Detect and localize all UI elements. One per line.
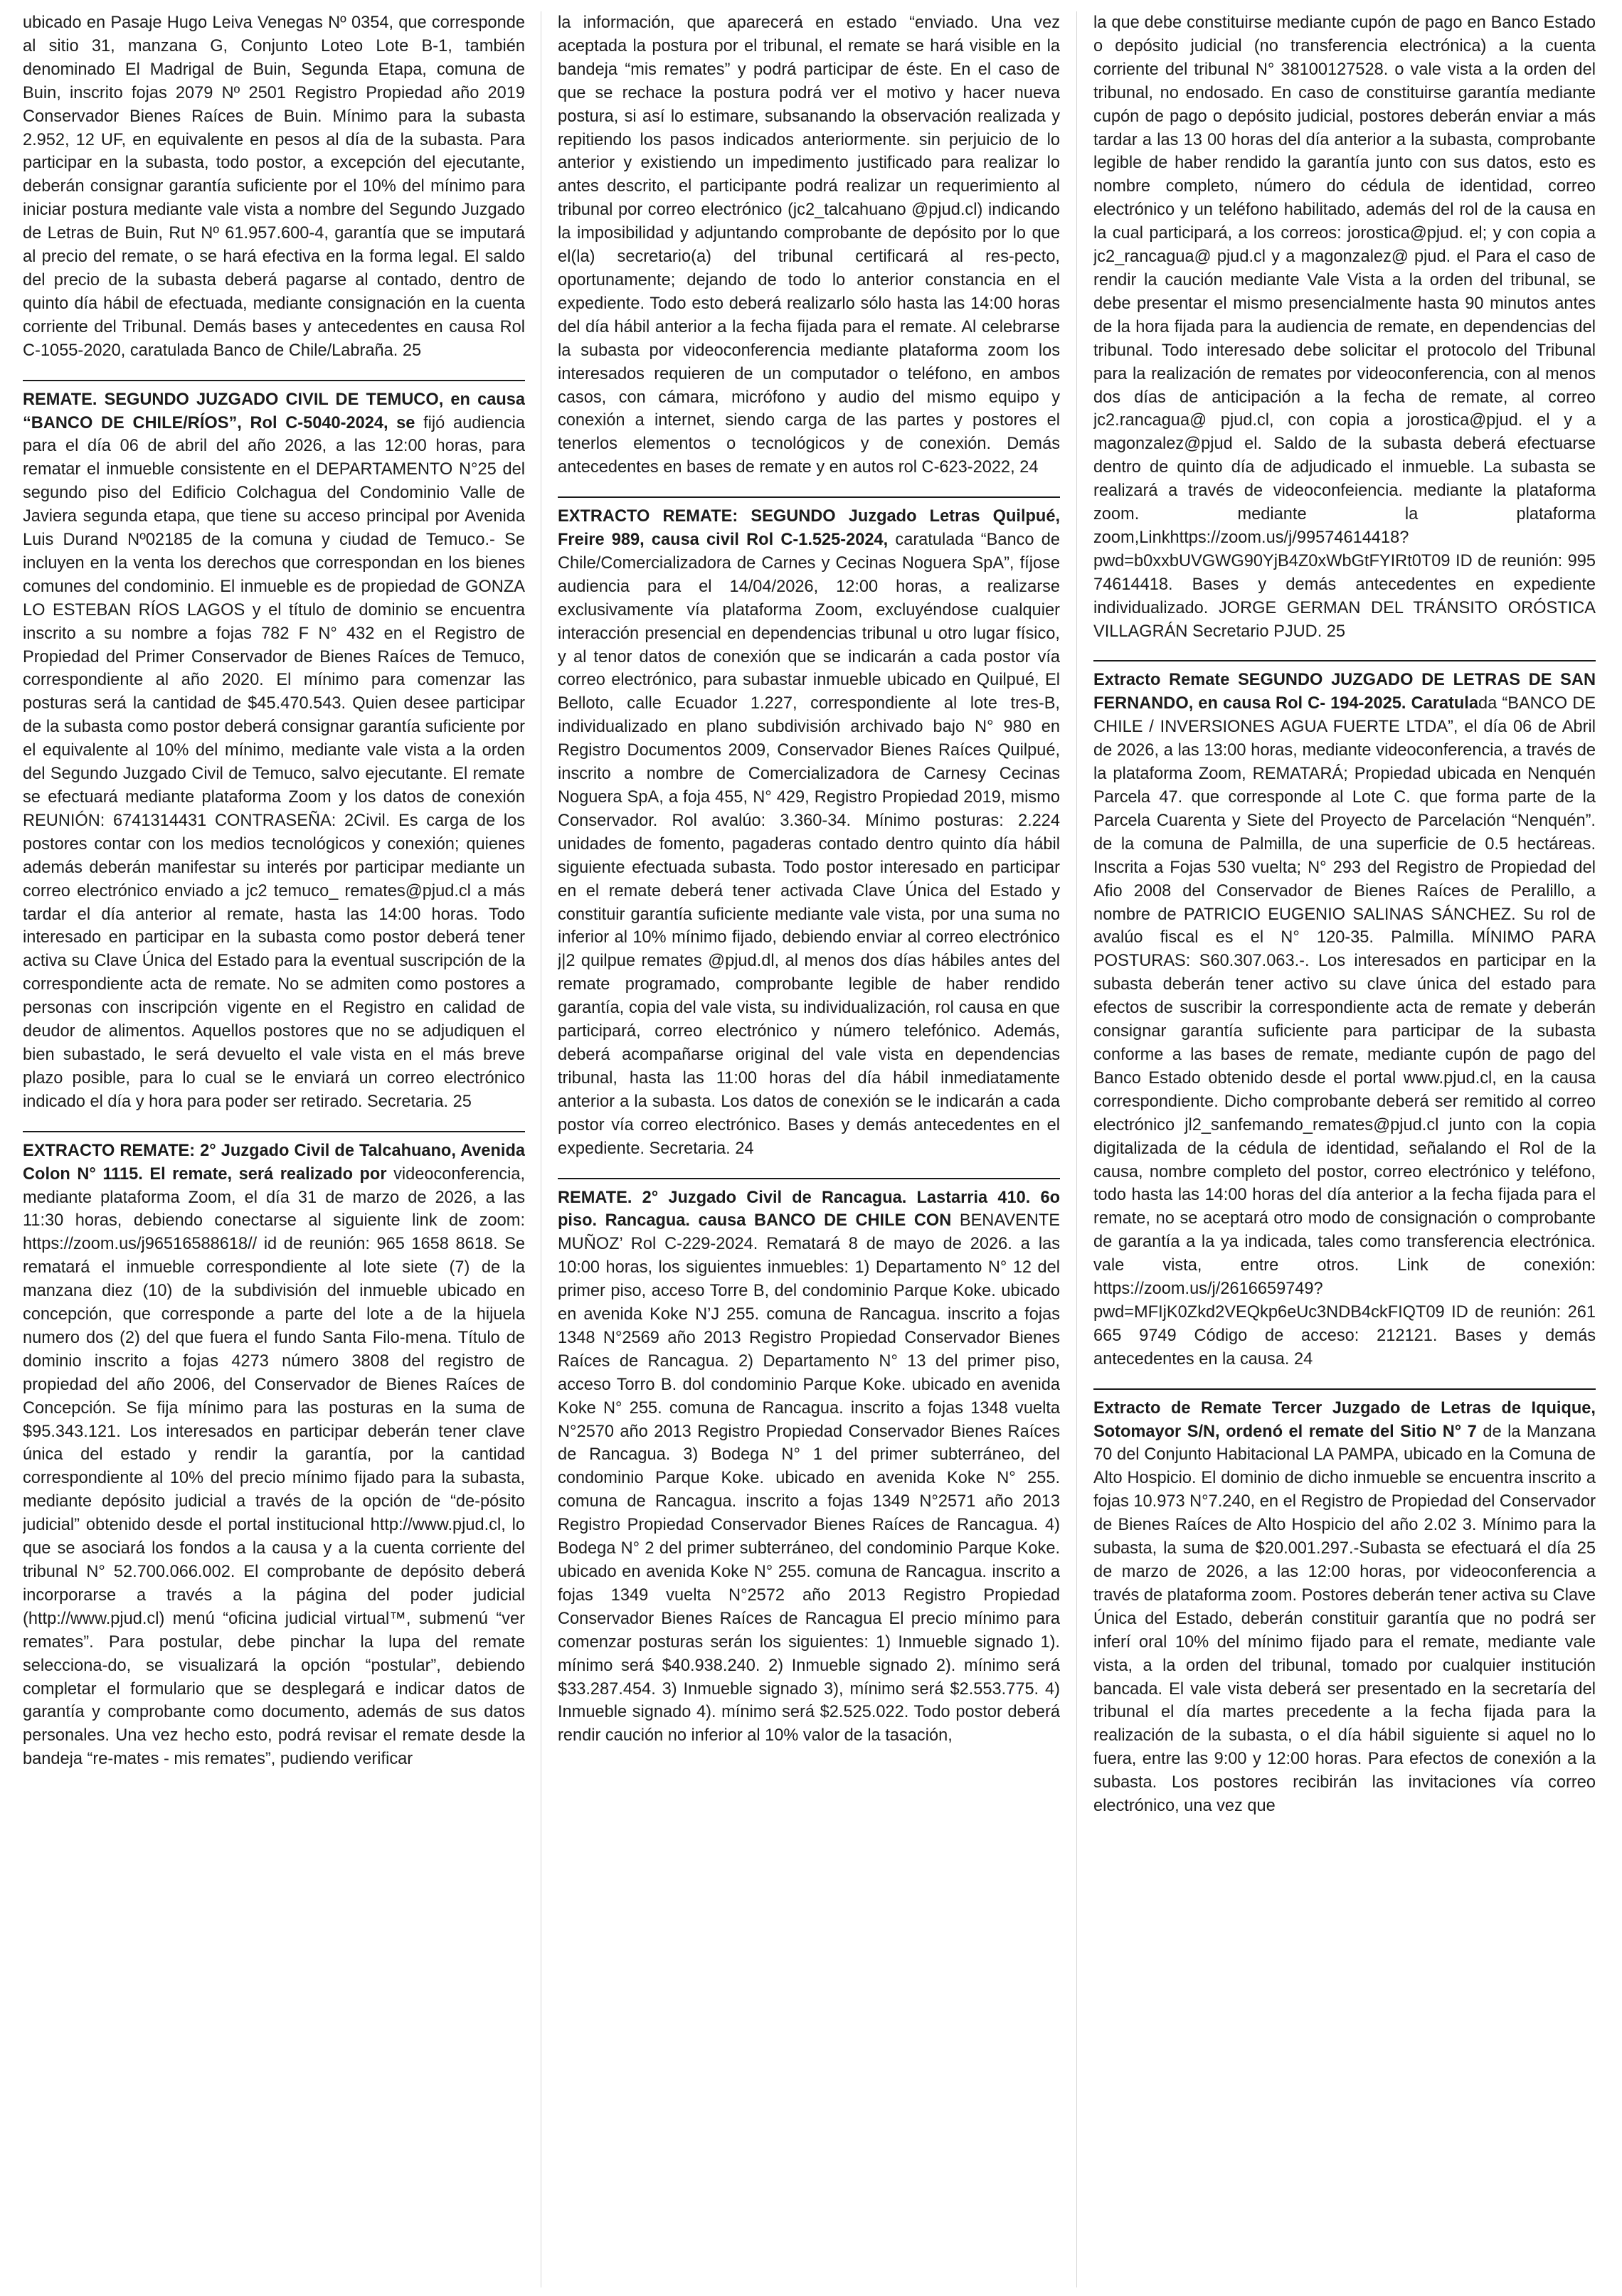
column-divider: [1076, 11, 1077, 2287]
notice-body: ubicado en Pasaje Hugo Leiva Venegas Nº 0354, que corresponde al sitio 31, manzana G, Conjunto Loteo Lote B-1, también denominado El Madrigal de Buin, Segunda Etapa, comuna de Buin, inscrito fojas 2079 Nº 2501 Registro Propiedad año 2019 Conservador Bienes Raíces de Buin. Mínimo para la subasta 2.952, 12 UF, en equivalente en pesos al día de la subasta. Para participar en la subasta, todo postor, a excepción del ejecutante, deberán consignar garantía suficiente por el 10% del mínimo para iniciar postura mediante vale vista a nombre del Segundo Juzgado de Letras de Buin, Rut Nº 61.957.600-4, garantía que se imputará al precio del remate, o se hará efectiva en la forma legal. El saldo del precio de la subasta deberá pagarse al contado, dentro de quinto día hábil de efectuada, mediante consignación en la cuenta corriente del Tribunal. Demás bases y antecedentes en causa Rol C-1055-2020, caratulada Banco de Chile/Labraña. 25: [23, 14, 525, 360]
notice-body: la información, que aparecerá en estado “enviado. Una vez aceptada la postura por el tribunal, el remate se hará visible en la bandeja “mis remates” y podrá participar de éste. En el caso de que se rechace la postura podrá ver el motivo y hacer nueva postura, si así lo estimare, subsanando la observación realizada y repitiendo los pasos indicados anteriormente. sin perjuicio de lo anterior y existiendo un impedimento justificado para realizar lo antes descrito, el participante podrá realizar un requerimiento al tribunal por correo electrónico (jc2_talcahuano @pjud.cl) indicando la imposibilidad y adjuntando comprobante de depósito por lo que el(la) secretario(a) del tribunal certificará al res-pecto, oportunamente; dejando de todo lo anterior constancia en el expediente. Todo esto deberá realizarlo sólo hasta las 14:00 horas del día hábil anterior a la fecha fijada para el remate. Al celebrarse la subasta por videoconferencia mediante plataforma zoom los interesados requieren de un computador o teléfono, en ambos casos, con cámara, micrófono y audio del mismo equipo y conexión a internet, siendo carga de las partes y postores el tenerlos elementos o tecnológicos y de conexión. Demás antecedentes en bases de remate y en autos rol C-623-2022, 24: [558, 14, 1060, 477]
notice-divider: [23, 380, 525, 381]
notice-temuco: [23, 388, 525, 1114]
notice-divider: [1093, 660, 1596, 661]
notice-talcahuano: [23, 1139, 525, 1771]
notice-talcahuano-continued: [558, 11, 1060, 479]
notice-rancagua: [558, 1186, 1060, 1748]
notice-body: da “BANCO DE CHILE / INVERSIONES AGUA FUERTE LTDA”, el día 06 de Abril de 2026, a las 13:00 horas, mediante videoconferencia, a través de la plataforma Zoom, REMATARÁ; Propiedad ubicada en Nenquén Parcela 47. que corresponde al Lote C. que forma parte de la Parcela Cuarenta y Siete del Proyecto de Parcelación “Nenquén”. de la comuna de Palmilla, de una superficie de 0.5 hectáreas. Inscrita a Fojas 530 vuelta; N° 293 del Registro de Propiedad del Afio 2008 del Conservador de Bienes Raíces de Peralillo, a nombre de PATRICIO EUGENIO SALINAS SÁNCHEZ. Su rol de avalúo fiscal es el N° 120-35. Palmilla. MÍNIMO PARA POSTURAS: S60.307.063.-. Los interesados en participar en la subasta deberán tener activo su clave única del estado para efectos de suscribir la correspondiente acta de remate y deberán consignar garantía suficiente para participar de la subasta conforme a las bases de remate, mediante cupón de pago del Banco Estado obtenido desde el portal www.pjud.cl, en la causa correspondiente. Dicho comprobante deberá ser remitido al correo electrónico jl2_sanfemando_remates@pjud.cl junto con la copia digitalizada de la cédula de identidad, señalando el Rol de la causa, nombre completo del postor, correo electrónico y teléfono, todo hasta las 14:00 horas del día anterior a la fecha fijada para el remate, no se aceptará otro modo de consignación o comprobante de garantía a la ya indicada, tales como transferencia electrónica. vale vista, entre otros. Link de conexión: https://zoom.us/j/2616659749?pwd=MFIjK0Zkd2VEQkp6eUc3NDB4ckFIQT09 ID de reunión: 261 665 9749 Código de acceso: 212121. Bases y demás antecedentes en la causa. 24: [1093, 694, 1596, 1368]
notice-divider: [1093, 1388, 1596, 1390]
notice-body: BENAVENTE MUÑOZ’ Rol C-229-2024. Rematará 8 de mayo de 2026. a las 10:00 horas, los siguientes inmuebles: 1) Departamento N° 12 del primer piso, acceso Torre B, del condominio Parque Koke. ubicado en avenida Koke N’J 255. comuna de Rancagua. inscrito a fojas 1348 N°2569 año 2013 Registro Propiedad Conservador Bienes Raíces de Rancagua. 2) Departamento N° 13 del primer piso, acceso Torro B. dol condominio Parque Koke. ubicado en avenida Koke N° 255. comuna de Rancagua. inscrito a fojas 1348 vuelta N°2570 año 2013 Registro Propiedad Conservador Bienes Raíces de Rancagua. 3) Bodega N° 1 del primer subterráneo, del condominio Parque Koke. ubicado en avenida Koke N° 255. comuna de Rancagua. inscrito a fojas 1349 N°2571 año 2013 Registro Propiedad Conservador Bienes Raíces de Rancagua. 4) Bodega N° 2 del primer subterráneo, del condominio Parque Koke. ubicado en avenida Koke N° 255. comuna de Rancagua. inscrito a fojas 1349 vuelta N°2572 año 2013 Registro Propiedad Conservador Bienes Raíces de Rancagua El precio mínimo para comenzar posturas serán los siguientes: 1) Inmueble signado 1). mínimo será $40.938.240. 2) Inmueble signado 2). mínimo será $33.287.454. 3) Inmueble signado 3), mínimo será $2.553.775. 4) Inmueble signado 4). mínimo será $2.525.022. Todo postor deberá rendir caución no inferior al 10% valor de la tasación,: [558, 1211, 1060, 1745]
notice-divider: [558, 496, 1060, 498]
notice-quilpue: [558, 505, 1060, 1160]
notice-heading: REMATE. SEGUNDO JUZGADO CIVIL DE TEMUCO, en causa “BANCO DE CHILE/RÍOS”, Rol C-5040-2024, se: [23, 390, 525, 432]
notice-rancagua-continued: [1093, 11, 1596, 643]
notice-divider: [23, 1131, 525, 1132]
notice-body: videoconferencia, mediante plataforma Zoom, el día 31 de marzo de 2026, a las 11:30 horas, debiendo conectarse al siguiente link de zoom: https://zoom.us/j96516588618// id de reunión: 965 1658 8618. Se rematará el inmueble correspondiente al lote siete (7) de la manzana diez (10) de la subdivisión del inmueble ubicado en concepción, que corresponde a parte del lote a de la hijuela numero dos (2) del que fuera el fundo Santa Filo-mena. Título de dominio inscrito a fojas 4273 número 3808 del registro de propiedad del año 2006, del Conservador de Bienes Raíces de Concepción. Se fija mínimo para las posturas en la suma de $95.343.121. Los interesados en participar deberán tener clave única del estado y rendir la garantía, por la cantidad correspondiente al 10% del precio mínimo fijado para la subasta, mediante depósito judicial a través de la opción de “de-pósito judicial” obtenido desde el portal institucional http://www.pjud.cl, lo que se asociará los fondos a la causa y a la cuenta corriente del tribunal N° 52.700.066.002. El comprobante de depósito deberá incorporarse a través a la página del poder judicial (http://www.pjud.cl) menú “oficina judicial virtual™, submenú “ver remates”. Para postular, debe pinchar la lupa del remate selecciona-do, se visualizará la opción “postular”, debiendo completar el formulario que se desplegará e indicar datos de garantía y comprobante como documento, además de sus datos personales. Una vez hecho esto, podrá revisar el remate desde la bandeja “re-mates - mis remates”, pudiendo verificar: [23, 1164, 525, 1769]
notice-divider: [558, 1178, 1060, 1179]
notice-heading: EXTRACTO REMATE: 2° Juzgado Civil de Talcahuano, Avenida Colon N° 1115. El remate, será realizado por: [23, 1141, 525, 1184]
classified-notices-page: [23, 11, 1598, 2287]
notice-body: la que debe constituirse mediante cupón de pago en Banco Estado o depósito judicial (no transferencia electrónica) a la cuenta corriente del tribunal N° 38100127528. o vale vista a la orden del tribunal, no endosado. En caso de constituirse garantía mediante cupón de pago o depósito judicial, postores deberán enviar a más tardar a las 13 00 horas del día anterior a la subasta, comprobante legible de haber rendido la garantía junto con sus datos, esto es nombre completo, número do cédula de identidad, correo electrónico y un teléfono habilitado, además del rol de la causa en la cual participará, a los correos: jorostica@pjud. el; y con copia a jc2_rancagua@ pjud.cl y a magonzalez@ pjud. el Para el caso de rendir la caución mediante Vale Vista a la orden del tribunal, se debe presentar el mismo presencialmente hasta 90 minutos antes de la hora fijada para la audiencia de remate, en dependencias del tribunal. Todo interesado debe solicitar el protocolo del Tribunal para la realización de remates por videoconferencia, con al menos dos días de anticipación a la fecha de remate, al correo jc2.rancagua@ pjud.cl, con copia a jorostica@pjud. el y a magonzalez@pjud el. Saldo de la subasta deberá efectuarse dentro de quinto día de adjudicado el inmueble. La subasta se realizará a través de videoconfeiencia. mediante la plataforma zoom. mediante la plataforma zoom,Linkhttps://zoom.us/j/99574614418?pwd=b0xxbUVGWG90YjB4Z0xWbGtFYIRt0T09 ID de reunión: 995 74614418. Bases y demás antecedentes en expediente individualizado. JORGE GERMAN DEL TRÁNSITO ORÓSTICA VILLAGRÁN Secretario PJUD. 25: [1093, 14, 1596, 641]
column-3: [1093, 11, 1596, 2287]
notice-heading: REMATE. 2° Juzgado Civil de Rancagua. Lastarria 410. 6o piso. Rancagua. causa BANCO DE CHILE CON: [558, 1188, 1060, 1231]
notice-heading: EXTRACTO REMATE: SEGUNDO Juzgado Letras Quilpué, Freire 989, causa civil Rol C-1.525-2024,: [558, 507, 1060, 550]
notice-iquique: [1093, 1397, 1596, 1818]
notice-heading: Extracto Remate SEGUNDO JUZGADO DE LETRAS DE SAN FERNANDO, en causa Rol C- 194-2025. Caratula: [1093, 671, 1596, 713]
notice-san-fernando: [1093, 669, 1596, 1371]
notice-body: fijó audiencia para el día 06 de abril del año 2026, a las 12:00 horas, para rematar el inmueble consistente en el DEPARTAMENTO N°25 del segundo piso del Edificio Colchagua del Condominio Valle de Javiera segunda etapa, que tiene su acceso principal por Avenida Luis Durand Nº02185 de la comuna y ciudad de Temuco.- Se incluyen en la venta los derechos que correspondan en los bienes comunes del condominio. El inmueble es de propiedad de GONZA LO ESTEBAN RÍOS LAGOS y el título de dominio se encuentra inscrito a su nombre a fojas 782 F N° 432 en el Registro de Propiedad del Primer Conservador de Bienes Raíces de Temuco, correspondiente al año 2020. El mínimo para comenzar las posturas será la cantidad de $45.470.543. Quien desee participar de la subasta como postor deberá consignar garantía suficiente por el equivalente al 10% del mínimo, mediante vale vista a la orden del Segundo Juzgado Civil de Temuco, salvo ejecutante. El remate se efectuará mediante plataforma Zoom y los datos de conexión REUNIÓN: 6741314431 CONTRASEÑA: 2Civil. Es carga de los postores contar con los medios tecnológicos y conexión; quienes además deberán manifestar su interés por participar mediante un correo electrónico enviado a jc2 temuco_ remates@pjud.cl a más tardar el día anterior al remate, hasta las 14:00 horas. Todo interesado en participar en la subasta como postor deberá tener activa su Clave Única del Estado para la eventual suscripción de la correspondiente acta de remate. No se admiten como postores a personas con inscripción vigente en el Registro en calidad de deudor de alimentos. Aquellos postores que no se adjudiquen el bien subastado, le será devuelto el vale vista en el más breve plazo posible, para lo cual se le enviará un correo electrónico indicado el día y hora para poder ser retirado. Secretaria. 25: [23, 413, 525, 1111]
column-1: [23, 11, 525, 2287]
notice-heading: Extracto de Remate Tercer Juzgado de Letras de Iquique, Sotomayor S/N, ordenó el remate del Sitio N° 7: [1093, 1398, 1596, 1441]
notice-body: de la Manzana 70 del Conjunto Habitacional LA PAMPA, ubicado en la Comuna de Alto Hospicio. El dominio de dicho inmueble se encuentra inscrito a fojas 10.973 N°7.240, en el Registro de Propiedad del Conservador de Bienes Raíces de Alto Hospicio del año 2.02 3. Mínimo para la subasta, la suma de $20.001.297.-Subasta se efectuará el día 25 de marzo de 2026, a las 12:00 horas, por videoconferencia a través de plataforma zoom. Postores deberán tener activa su Clave Única del Estado, deberán constituir garantía que no podrá ser inferí oral 10% del mínimo fijado para el remate, mediante vale vista, a la orden del tribunal, tomado por cualquier institución bancada. El vale vista deberá ser presentado en la secretaría del tribunal el día martes precedente a la fecha fijada para la realización de la subasta, o el día hábil siguiente si aquel no lo fuera, entre las 9:00 y 12:00 horas. Para efectos de conexión a la subasta. Los postores recibirán las invitaciones vía correo electrónico, una vez que: [1093, 1422, 1596, 1816]
column-2: [558, 11, 1060, 2287]
notice-buin-continued: [23, 11, 525, 363]
notice-body: caratulada “Banco de Chile/Comercializadora de Carnes y Cecinas Noguera SpA”, fíjose audiencia para el 14/04/2026, 12:00 horas, a realizarse exclusivamente vía plataforma Zoom, excluyéndose cualquier interacción presencial en dependencias tribunal u otro lugar físico, y al tenor datos de conexión que se indicarán a cada postor vía correo electrónico, para subastar inmueble ubicado en Quilpué, El Belloto, calle Ecuador 1.227, correspondiente al lote tres-B, individualizado en plano subdivisión archivado bajo N° 980 en Registro Documentos 2009, Conservador Bienes Raíces Quilpué, inscrito a nombre de Comercializadora de Carnesy Cecinas Noguera SpA, a foja 455, N° 429, Registro Propiedad 2019, mismo Conservador. Rol avalúo: 3.360-34. Mínimo posturas: 2.224 unidades de fomento, pagaderas contado dentro quinto día hábil siguiente efectuada subasta. Todo postor interesado en participar en el remate deberá tener activada Clave Única del Estado y constituir garantía suficiente mediante vale vista, por una suma no inferior al 10% mínimo fijado, debiendo enviar al correo electrónico j|2 quilpue remates @pjud.dl, al menos dos días hábiles antes del remate programado, comprobante legible de haber rendido garantía, copia del vale vista, su individualización, rol causa en que participará, correo electrónico y número telefónico. Además, deberá acompañarse original del vale vista en dependencias tribunal, hasta las 11:00 horas del día hábil inmediatamente anterior a la subasta. Los datos de conexión se le indicarán a cada postor vía correo electrónico. Bases y demás antecedentes en el expediente. Secretaria. 24: [558, 531, 1060, 1158]
